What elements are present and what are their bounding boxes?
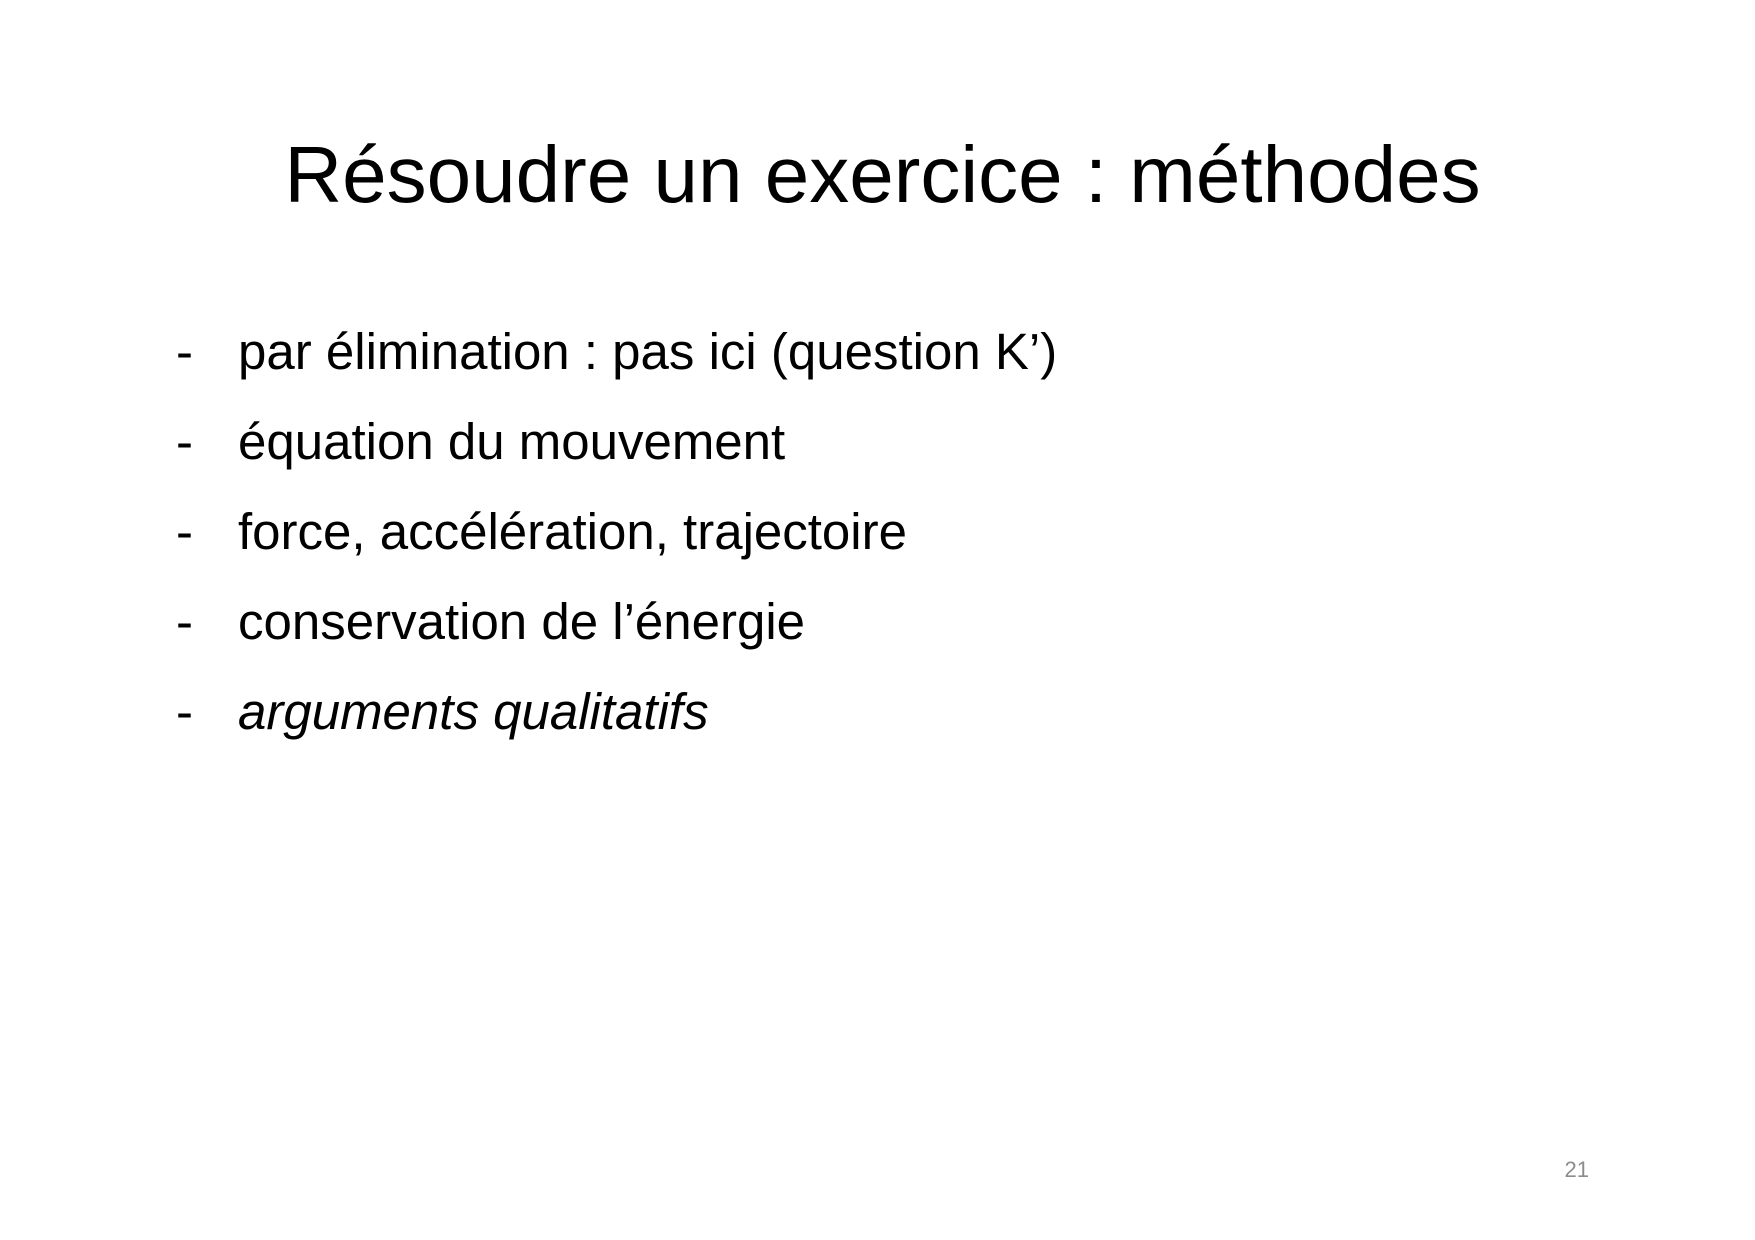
bullet-marker: - <box>176 413 193 470</box>
bullet-marker: - <box>176 683 193 740</box>
bullet-text: conservation de l’énergie <box>238 593 806 650</box>
bullet-text: équation du mouvement <box>238 413 786 470</box>
bullet-marker: - <box>176 503 193 560</box>
bullet-marker: - <box>176 323 193 380</box>
bullet-text: arguments qualitatifs <box>238 683 709 740</box>
slide-number: 21 <box>1564 1157 1589 1182</box>
slide-title: Résoudre un exercice : méthodes <box>284 130 1481 219</box>
bullet-marker: - <box>176 593 193 650</box>
bullet-text: force, accélération, trajectoire <box>238 503 907 560</box>
bullet-text: par élimination : pas ici (question K’) <box>238 323 1058 380</box>
